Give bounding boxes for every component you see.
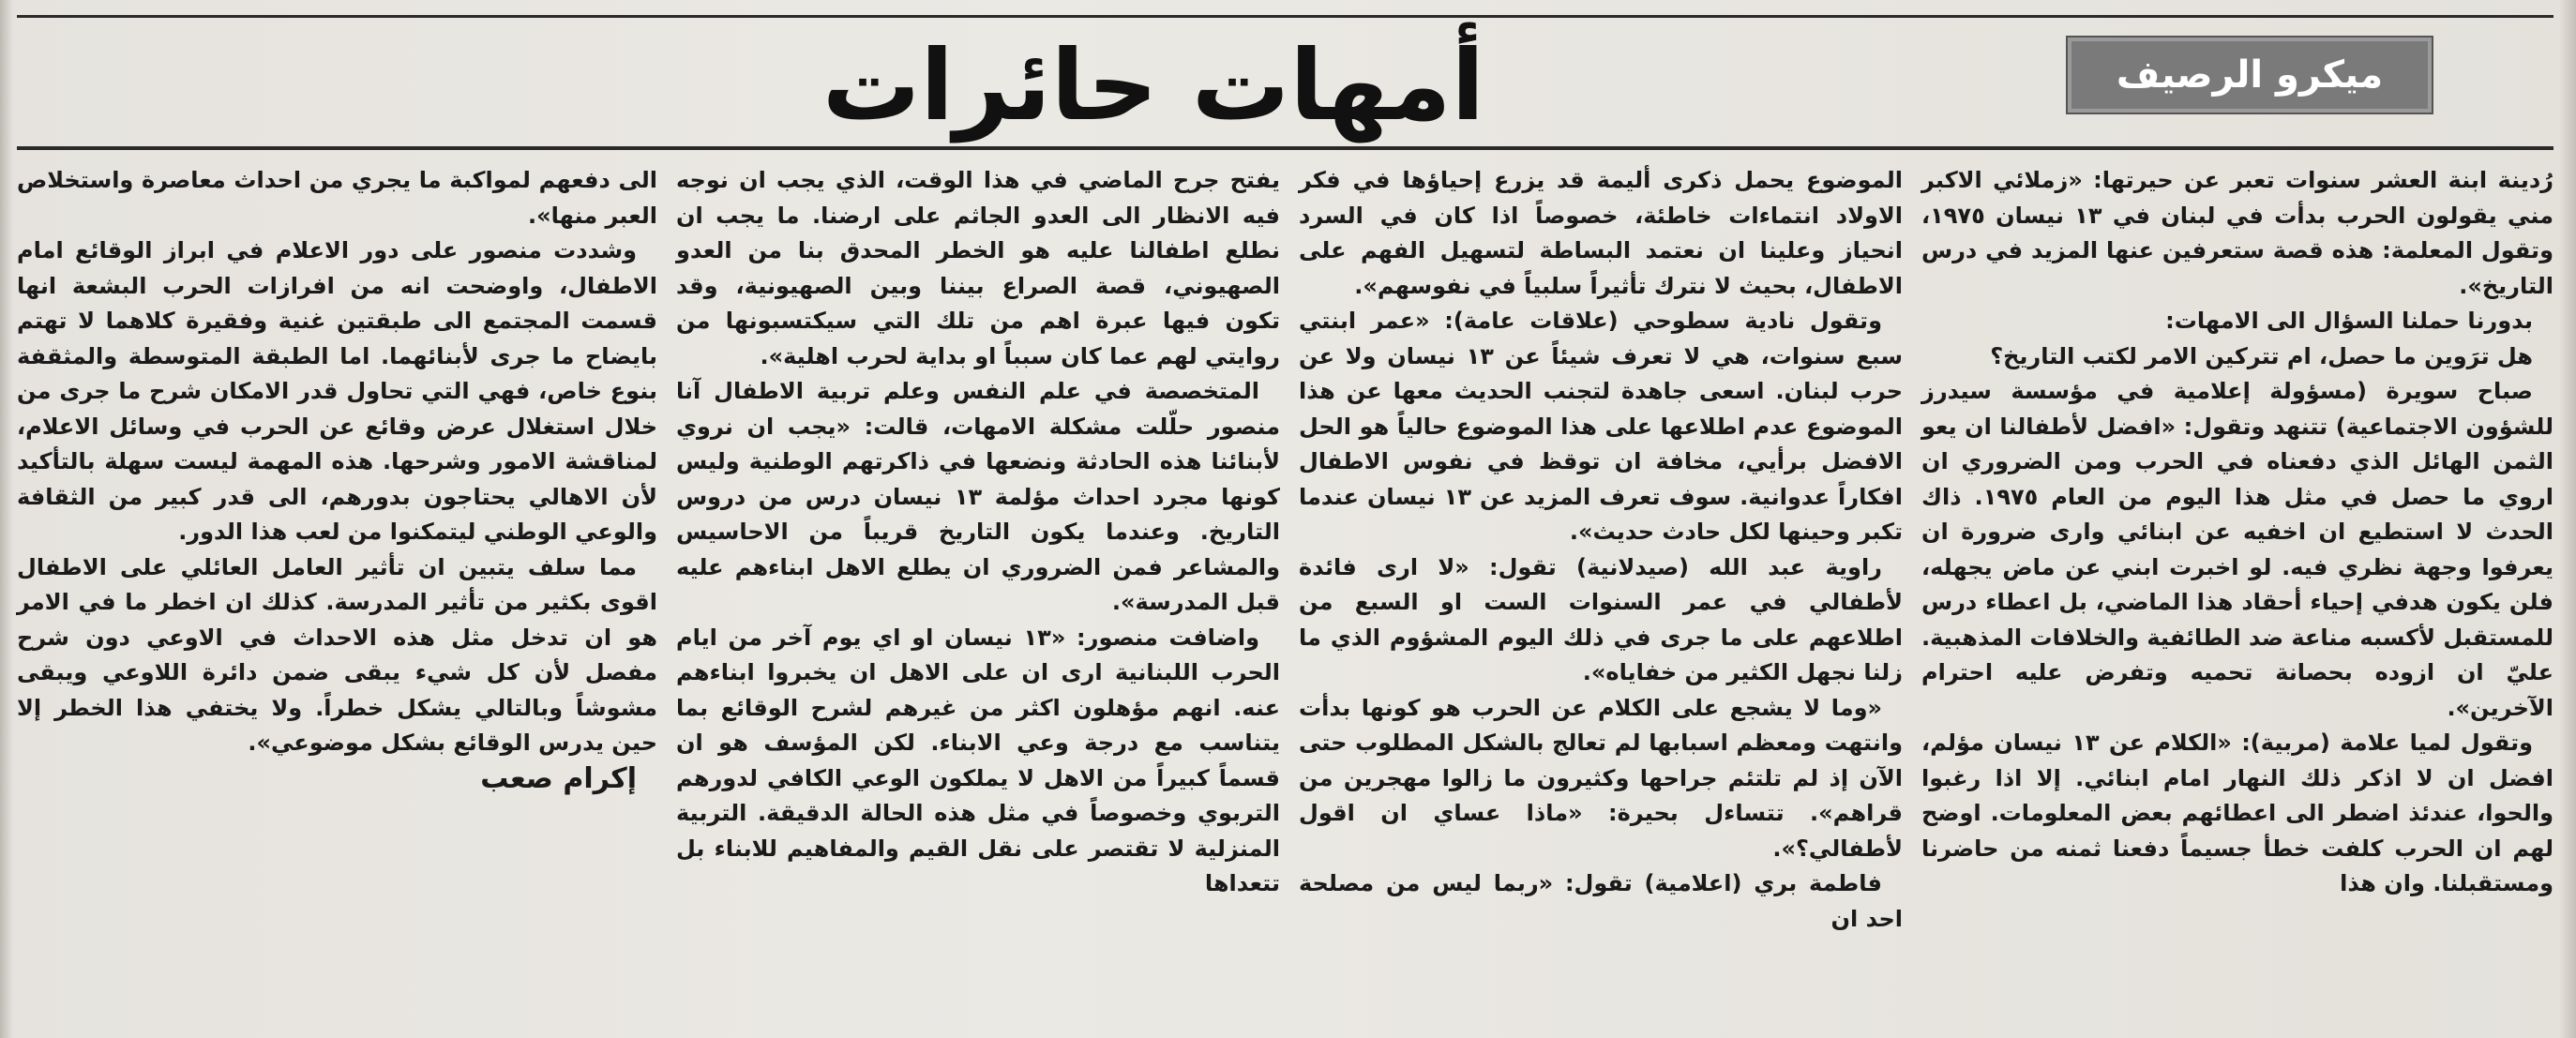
article-column-4 bbox=[17, 163, 657, 796]
paragraph: رُدينة ابنة العشر سنوات تعبر عن حيرتها: «زملائي الاكبر مني يقولون الحرب بدأت في لبنان في ١٣ نيسان ١٩٧٥، وتقول المعلمة: هذه قصة ستعرفين عنها المزيد في درس التاريخ». bbox=[1921, 167, 2553, 299]
paragraph: مما سلف يتبين ان تأثير العامل العائلي على الاطفال اقوى بكثير من تأثير المدرسة. كذلك ان اخطر ما في الامر هو ان تدخل مثل هذه الاحداث في الاوعي دون شرح مفصل لأن كل شيء يبقى ضمن دائرة اللاوعي ويبقى مشوشاً وبالتالي يشكل خطراً. ولا يختفي هذا الخطر إلا حين يدرس الوقائع بشكل موضوعي». bbox=[17, 553, 657, 756]
paragraph: الموضوع يحمل ذكرى أليمة قد يزرع إحياؤها في فكر الاولاد انتماءات خاطئة، خصوصاً اذا كان في السرد انحياز وعلينا ان نعتمد البساطة لتسهيل الفهم على الاطفال، بحيث لا نترك تأثيراً سلبياً في نفوسهم». bbox=[1299, 167, 1903, 299]
header-rule-top bbox=[17, 15, 2553, 18]
author-signature: إكرام صعب bbox=[480, 761, 637, 795]
article-column-3 bbox=[676, 163, 1280, 902]
paragraph: وشددت منصور على دور الاعلام في ابراز الوقائع امام الاطفال، واوضحت انه من افرازات الحرب البشعة انها قسمت المجتمع الى طبقتين غنية وفقيرة كلاهما لا تهتم بايضاح ما جرى لأبنائهما. اما الطبقة المتوسطة والمثقفة بنوع خاص، فهي التي تحاول قدر الامكان شرح ما جرى من خلال استغلال عرض وقائع عن الحرب في وسائل الاعلام، لمناقشة الامور وشرحها. هذه المهمة ليست سهلة بالتأكيد لأن الاهالي يحتاجون بدورهم، الى قدر كبير من الثقافة والوعي الوطني ليتمكنوا من لعب هذا الدور. bbox=[17, 237, 657, 545]
section-tag: ميكرو الرصيف bbox=[2066, 36, 2433, 114]
article-column-1 bbox=[1921, 163, 2553, 902]
paragraph: يفتح جرح الماضي في هذا الوقت، الذي يجب ان نوجه فيه الانظار الى العدو الجاثم على ارضنا. ما يجب ان نطلع اطفالنا عليه هو الخطر المحدق بنا من العدو الصهيوني، قصة الصراع بيننا وبين الصهيونية، وقد تكون فيها عبرة اهم من تلك التي سيكتسبونها من روايتي لهم عما كان سبباً او بداية لحرب اهلية». bbox=[676, 167, 1280, 369]
paragraph: فاطمة بري (اعلامية) تقول: «ربما ليس من مصلحة احد ان bbox=[1299, 870, 1903, 932]
paragraph: بدورنا حملنا السؤال الى الامهات: bbox=[2165, 308, 2533, 334]
paragraph: وتقول لميا علامة (مربية): «الكلام عن ١٣ نيسان مؤلم، افضل ان لا اذكر ذلك النهار امام ابنائي. إلا اذا رغبوا والحوا، عندئذ اضطر الى اعطائهم بعض المعلومات. اوضح لهم ان الحرب كلفت خطأ جسيماً دفعنا ثمنه من حاضرنا ومستقبلنا. وان هذا bbox=[1921, 730, 2553, 896]
header-rule-bottom bbox=[17, 146, 2553, 150]
headline: أمهات حائرات bbox=[821, 28, 1485, 143]
paragraph: الى دفعهم لمواكبة ما يجري من احداث معاصرة واستخلاص العبر منها». bbox=[17, 167, 657, 229]
paragraph: صباح سويرة (مسؤولة إعلامية في مؤسسة سيدرز للشؤون الاجتماعية) تتنهد وتقول: «افضل لأطفالنا ان يعو الثمن الهائل الذي دفعناه في الحرب ومن الضروري ان اروي ما حصل في مثل هذا اليوم من العام ١٩٧٥. ذاك الحدث لا استطيع ان اخفيه عن ابنائي وارى ضرورة ان يعرفوا وجهة نظري فيه. لو اخبرت ابني عن ماض يجهله، فلن يكون هدفي إحياء أحقاد هذا الماضي، بل اعطاء درس للمستقبل لأكسبه مناعة ضد الطائفية والخلافات المذهبية. عليّ ان ازوده بحصانة تحميه وتفرض عليه احترام الآخرين». bbox=[1921, 378, 2554, 721]
paragraph: «وما لا يشجع على الكلام عن الحرب هو كونها بدأت وانتهت ومعظم اسبابها لم تعالج بالشكل المطلوب حتى الآن إذ لم تلتئم جراحها وكثيرون ما زالوا مهجرين من قراهم». تتساءل بحيرة: «ماذا عساي ان اقول لأطفالي؟». bbox=[1299, 694, 1903, 862]
page-edge-shadow-right bbox=[2559, 0, 2576, 1038]
article-body bbox=[17, 163, 2553, 1007]
paragraph: واضافت منصور: «١٣ نيسان او اي يوم آخر من ايام الحرب اللبنانية ارى ان على الاهل ان يخبروا ابناءهم عنه. انهم مؤهلون اكثر من غيرهم لشرح الوقائع بما يتناسب مع درجة وعي الابناء. لكن المؤسف هو ان قسماً كبيراً من الاهل لا يملكون الوعي الكافي لدورهم التربوي وخصوصاً في مثل هذه الحالة الدقيقة. التربية المنزلية لا تقتصر على نقل القيم والمفاهيم للابناء بل تتعداها bbox=[676, 624, 1280, 896]
page-edge-shadow-left bbox=[0, 0, 13, 1038]
paragraph: وتقول نادية سطوحي (علاقات عامة): «عمر ابنتي سبع سنوات، هي لا تعرف شيئاً عن ١٣ نيسان ولا عن حرب لبنان. اسعى جاهدة لتجنب الحديث معها عن هذا الموضوع عدم اطلاعها على هذا الموضوع حالياً هو الحل الافضل برأيي، مخافة ان توقظ في نفوس الاطفال افكاراً عدوانية. سوف تعرف المزيد عن ١٣ نيسان عندما تكبر وحينها لكل حادث حديث». bbox=[1299, 308, 1904, 545]
paragraph: المتخصصة في علم النفس وعلم تربية الاطفال آنا منصور حلّلت مشكلة الامهات، قالت: «يجب ان نروي لأبنائنا هذه الحادثة ونضعها في ذاكرتهم الوطنية وليس كونها مجرد احداث مؤلمة ١٣ نيسان درس من دروس التاريخ. وعندما يكون التاريخ قريباً من الاحاسيس والمشاعر فمن الضروري ان يطلع الاهل ابناءهم عليه قبل المدرسة». bbox=[676, 378, 1280, 615]
paragraph: هل ترَوين ما حصل، ام تتركين الامر لكتب التاريخ؟ bbox=[1990, 342, 2533, 369]
paragraph: راوية عبد الله (صيدلانية) تقول: «لا ارى فائدة لأطفالي في عمر السنوات الست او السبع من اطلاعهم على ما جرى في ذلك اليوم المشؤوم الذي ما زلنا نجهل الكثير من خفاياه». bbox=[1299, 553, 1903, 685]
article-column-2 bbox=[1299, 163, 1903, 937]
